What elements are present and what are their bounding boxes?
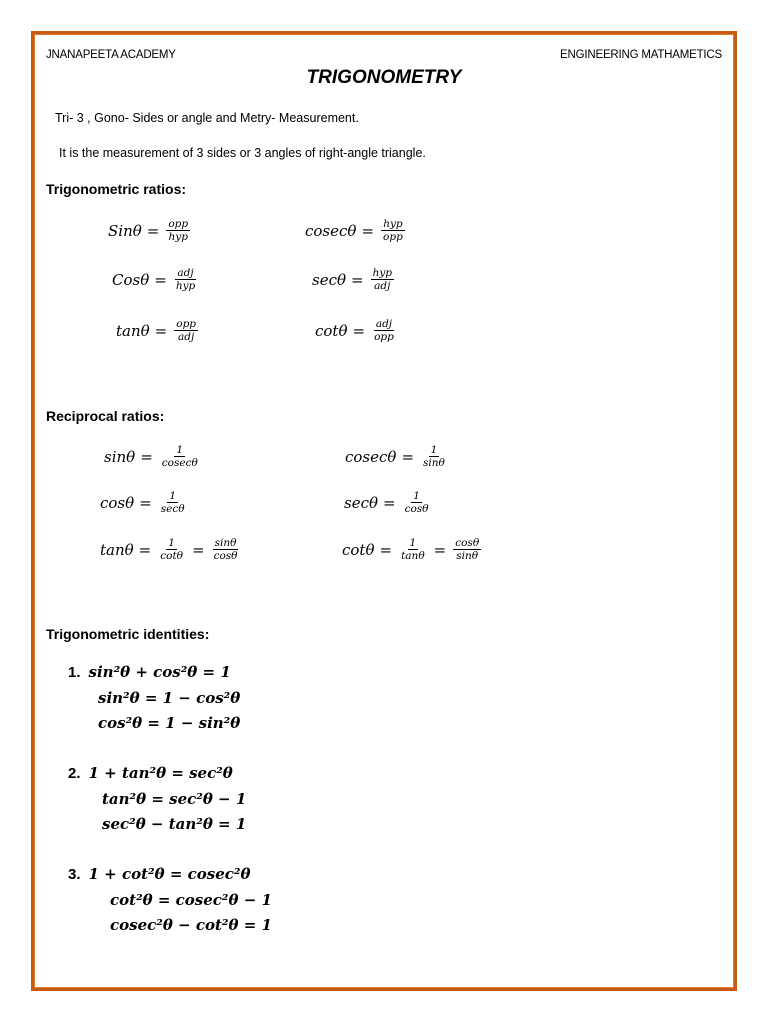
identities-heading: Trigonometric identities: xyxy=(46,626,210,642)
identity-3-line-2: cot²θ = cosec²θ − 1 xyxy=(110,891,272,909)
page-title: TRIGONOMETRY xyxy=(306,67,462,88)
ratio-tan: tanθ = $\frac{\text{opp}}{\text{adj}}$ xyxy=(116,318,197,344)
ratio-sec: secθ = $\frac{\text{hyp}}{\text{adj}}$ xyxy=(312,267,393,293)
identity-2-line-3: sec²θ − tan²θ = 1 xyxy=(102,815,247,833)
recip-cosec: cosecθ = $\frac{1}{\sin\theta}$ xyxy=(345,444,445,470)
ratio-sin: Sinθ = $\frac{\text{opp}}{\text{hyp}}$ xyxy=(108,218,189,244)
header-right: ENGINEERING MATHAMETICS xyxy=(560,49,722,61)
header-left: JNANAPEETA ACADEMY xyxy=(46,49,176,61)
recip-tan: tanθ = $\frac{1}{\cot\theta}$ = $\frac{\sin\theta}{\cos\theta}$ xyxy=(100,537,238,563)
identity-1-line-2: sin²θ = 1 − cos²θ xyxy=(98,689,241,707)
recip-cot: cotθ = $\frac{1}{\tan\theta}$ = $\frac{\cos\theta}{\sin\theta}$ xyxy=(342,537,480,563)
recip-sec: secθ = $\frac{1}{\cos\theta}$ xyxy=(344,490,429,516)
ratio-cot: cotθ = $\frac{\text{adj}}{\text{opp}}$ xyxy=(315,318,394,344)
reciprocal-heading: Reciprocal ratios: xyxy=(46,408,165,424)
recip-cos: cosθ = $\frac{1}{\sec\theta}$ xyxy=(100,490,185,516)
ratios-heading: Trigonometric ratios: xyxy=(46,181,187,197)
identity-3-line-3: cosec²θ − cot²θ = 1 xyxy=(110,916,272,934)
identity-2-line-1: 2. 1 + tan²θ = sec²θ xyxy=(68,764,233,782)
recip-sin: sinθ = $\frac{1}{cosec\theta}$ xyxy=(104,444,198,470)
ratio-cos: Cosθ = $\frac{\text{adj}}{\text{hyp}}$ xyxy=(112,267,196,293)
identity-1-line-3: cos²θ = 1 − sin²θ xyxy=(98,714,241,732)
identity-1-line-1: 1. sin²θ + cos²θ = 1 xyxy=(68,663,231,681)
intro-line-1: Tri- 3 , Gono- Sides or angle and Metry- Measurement. xyxy=(55,111,359,125)
identity-2-line-2: tan²θ = sec²θ − 1 xyxy=(102,790,247,808)
ratio-cosec: cosecθ = $\frac{\text{hyp}}{\text{opp}}$ xyxy=(305,218,403,244)
intro-line-2: It is the measurement of 3 sides or 3 angles of right-angle triangle. xyxy=(59,146,426,160)
identity-3-line-1: 3. 1 + cot²θ = cosec²θ xyxy=(68,865,251,883)
